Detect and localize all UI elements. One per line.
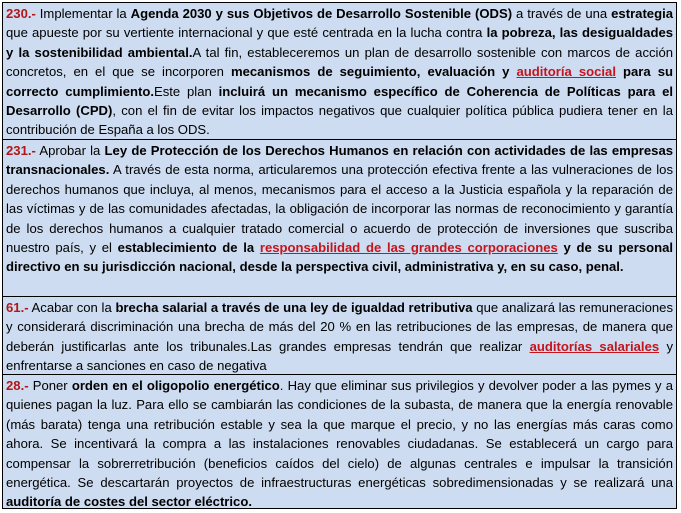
bold-text: mecanismos de seguimiento, evaluación y xyxy=(230,64,517,80)
text-segment: y enfrentarse a sanciones en caso de negativa xyxy=(6,338,673,374)
proposal-text xyxy=(6,300,673,373)
text-segment: A tal fin, estableceremos un plan de desarrollo sostenible con marcos de acción concretos, en el que se incorporen xyxy=(6,44,674,80)
text-segment: que analizará las remuneraciones y considerará discriminación una brecha de más del 20 % en las retribuciones de las empresas, de manera que deberán justificarlas ante los tribunales.Las grandes empresas tendrán que realizar xyxy=(6,300,673,354)
bold-text: Ley de Protección de los Derechos Humanos en relación con actividades de las empresas transnacionales. xyxy=(6,143,674,178)
bold-text: estrategia xyxy=(611,6,674,21)
text-segment: , con el fin de evitar los impactos negativos que cualquier política pública pudiera tener en la contribución de España a los ODS. xyxy=(6,103,673,138)
text-segment: Poner xyxy=(28,378,72,393)
text-segment: Acabar con la xyxy=(28,300,116,315)
proposal-231 xyxy=(3,139,676,296)
bold-text: establecimiento de la xyxy=(117,240,260,256)
text-segment: Implementar la xyxy=(35,6,131,21)
bold-text: auditoría de costes del sector eléctrico. xyxy=(6,494,252,508)
bold-text: brecha salarial a través de una ley de igualdad retributiva xyxy=(115,300,473,315)
proposal-61 xyxy=(3,296,676,374)
bold-text: y de su personal directivo en su jurisdicción nacional, desde la perspectiva civil, administrativa y, en su caso, penal. xyxy=(6,240,673,275)
highlighted-term: auditorías salariales xyxy=(529,338,660,354)
proposal-number: 231.- xyxy=(6,143,36,158)
proposal-text xyxy=(6,143,673,274)
proposal-text xyxy=(6,6,673,137)
bold-text: la pobreza, las desigualdades y la sostenibilidad ambiental. xyxy=(6,25,674,60)
proposal-text xyxy=(6,378,673,508)
text-segment: Aprobar la xyxy=(35,143,105,158)
bold-text: orden en el oligopolio energético xyxy=(71,378,280,393)
proposal-number: 28.- xyxy=(6,378,29,393)
proposal-230 xyxy=(3,3,676,139)
proposal-number: 61.- xyxy=(6,300,29,315)
proposal-number: 230.- xyxy=(6,6,36,21)
proposal-28 xyxy=(3,374,676,508)
text-segment: . Hay que eliminar sus privilegios y devolver poder a las pymes y a quienes pagan la luz. Para ello se cambiarán las condiciones de la subasta, de manera que la energía renovable (más barata) tenga una retribución estable y sea la que marque el precio, y no las energías más caras como ahora. Se incentivará la compra a las instalaciones renovables ciudadanas. Se establecerá un cargo para compensar la sobrerretribución (beneficios caídos del cielo) de algunas centrales e impulsar la transición energética. Se descartarán proyectos de infraestructuras energéticas sobredimensionadas y se realizará una xyxy=(6,378,673,491)
bold-text: incluirá un mecanismo específico de Coherencia de Políticas para el Desarrollo (CPD) xyxy=(6,83,673,119)
highlighted-term: auditoría social xyxy=(516,64,616,80)
text-segment: que apueste por su vertiente internacional y que esté centrada en la lucha contra xyxy=(6,25,487,41)
text-segment: Este plan xyxy=(153,83,219,99)
text-segment: a través de una xyxy=(512,6,612,21)
bold-text: para su correcto cumplimiento. xyxy=(6,64,673,99)
bold-text: Agenda 2030 y sus Objetivos de Desarrollo Sostenible (ODS) xyxy=(130,6,513,21)
text-segment: A través de esta norma, articularemos una protección efectiva frente a las vulneraciones de los derechos humanos que incluya, al menos, mecanismos para el acceso a la Justicia española y la reparación de las víctimas y de las comunidades afectadas, la obligación de incorporar las normas de reconocimiento y garantía de los derechos humanos a cualquier tratado comercial o acuerdo de protección de inversiones que suscriba nuestro país, y el xyxy=(6,162,673,256)
document-table xyxy=(2,2,677,509)
highlighted-term: responsabilidad de las grandes corporaciones xyxy=(259,240,558,256)
